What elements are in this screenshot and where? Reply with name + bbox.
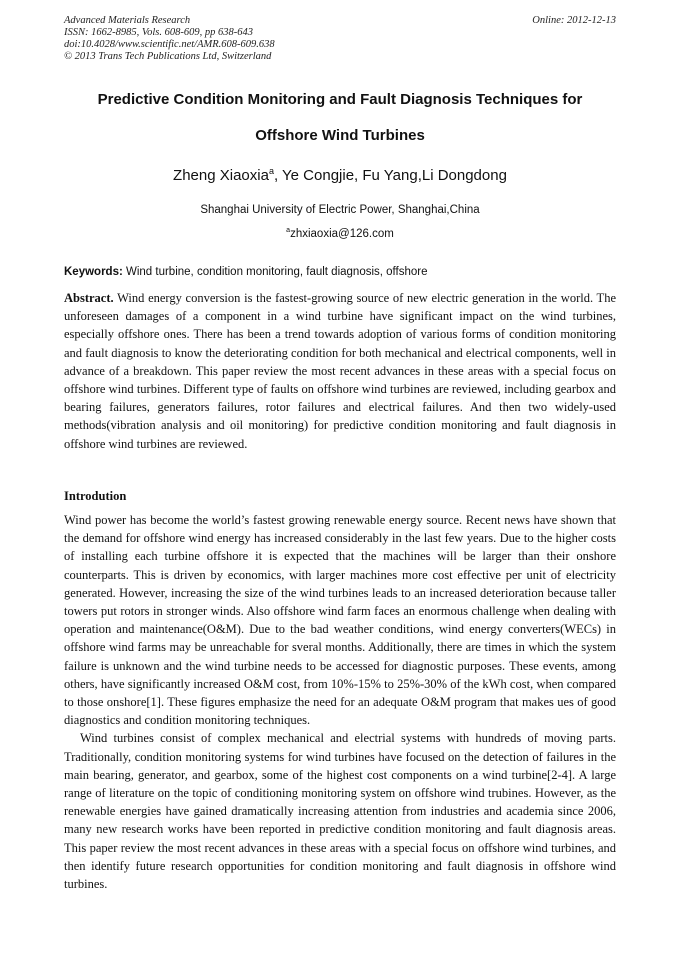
journal-header [64,15,616,63]
issn-line: ISSN: 1662-8985, Vols. 608-609, pp 638-643 [64,27,253,38]
abstract-text: Wind energy conversion is the fastest-growing source of new electric generation in the world. The unforeseen damages of a component in a wind turbine have significant impact on the wind turbines, especially offshore ones. There has been a trend towards adoption of various forms of condition monitoring and fault diagnosis to know the deteriorating condition for both mechanical and electrical components, well in advance of a breakdown. This paper review the most recent advances in these areas with a special focus on offshore wind turbines. Different type of faults on offshore wind turbines are reviewed, including gearbox and bearing failures, generators failures, rotor failures and electrical failures. And then two widely-used methods(vibration analysis and oil monitoring) for predictive condition monitoring and fault diagnosis in offshore wind turbines are reviewed. [64,291,616,451]
doi-line: doi:10.4028/www.scientific.net/AMR.608-609.638 [64,39,275,50]
keywords-label: Keywords: [64,266,123,278]
section-title-introduction: Introdution [64,489,127,503]
email-line [40,227,640,241]
author-rest: , Ye Congjie, Fu Yang,Li Dongdong [273,167,507,184]
email-sup: a [286,227,291,234]
paper-title-line-1: Predictive Condition Monitoring and Fault Diagnosis Techniques for [97,91,583,108]
copyright-line: © 2013 Trans Tech Publications Ltd, Switzerland [64,51,272,62]
online-date: Online: 2012-12-13 [532,15,616,26]
keywords-text: Wind turbine, condition monitoring, fault diagnosis, offshore [122,266,428,278]
introduction-body [64,511,616,893]
affiliation: Shanghai University of Electric Power, Shanghai,China [200,204,480,216]
email-address: zhxiaoxia@126.com [290,228,394,240]
abstract [64,289,616,453]
intro-paragraph-1: Wind power has become the world’s fastest growing renewable energy source. Recent news have shown that the demand for offshore wind energy has increased considerably in the last few years. Due to the higher costs of installing each turbine offshore it is expected that the machines will be larger than their onshore counterparts. This is driven by economics, with larger machines more cost effective per unit of electricity generated. However, increasing the size of the wind turbines leads to an increased deterioration because taller towers put rotors in stronger winds. Also offshore wind farm faces an enormous challenge when dealing with operation and maintenance(O&M). Due to the bad weather conditions, wind energy converters(WECs) in offshore wind farms may be unreachable for sveral months. Additionally, there are times in which the system failure is unknown and the wind turbine needs to be accessed for diagnostic purposes. These events, among others, have significantly increased O&M cost, from 10%-15% to 25%-30% of the kWh cost, when compared to those onshore[1]. These figures emphasize the need for an adequate O&M program that makes ues of good diagnostics and condition monitoring techniques. [64,513,616,728]
paper-title-line-2: Offshore Wind Turbines [255,127,425,144]
author-first: Zheng Xiaoxia [173,167,269,184]
author-affil-sup: a [268,166,274,176]
author-list [40,166,640,186]
intro-paragraph-2: Wind turbines consist of complex mechanical and electrial systems with hundreds of moving parts. Traditionally, condition monitoring systems for wind turbines have focused on the detection of failures in the main bearing, generator, and gearbox, some of the highest cost components on a wind turbine[2-4]. A large range of literature on the topic of conditioning monitoring system on offshore wind trubines. However, as the renewable energies have gained dramatically increasing attention from industries and academia since 2006, many new research works have been reported in predictive condition monitoring and fault diagnosis areas. This paper review the most recent advances in these areas with a special focus on offshore wind turbines, and then identify future research opportunities for condition monitoring and fault diagnosis in offshore wind turbines. [64,731,616,892]
journal-name: Advanced Materials Research [64,15,191,26]
abstract-label: Abstract. [64,291,114,305]
keywords [64,265,616,279]
